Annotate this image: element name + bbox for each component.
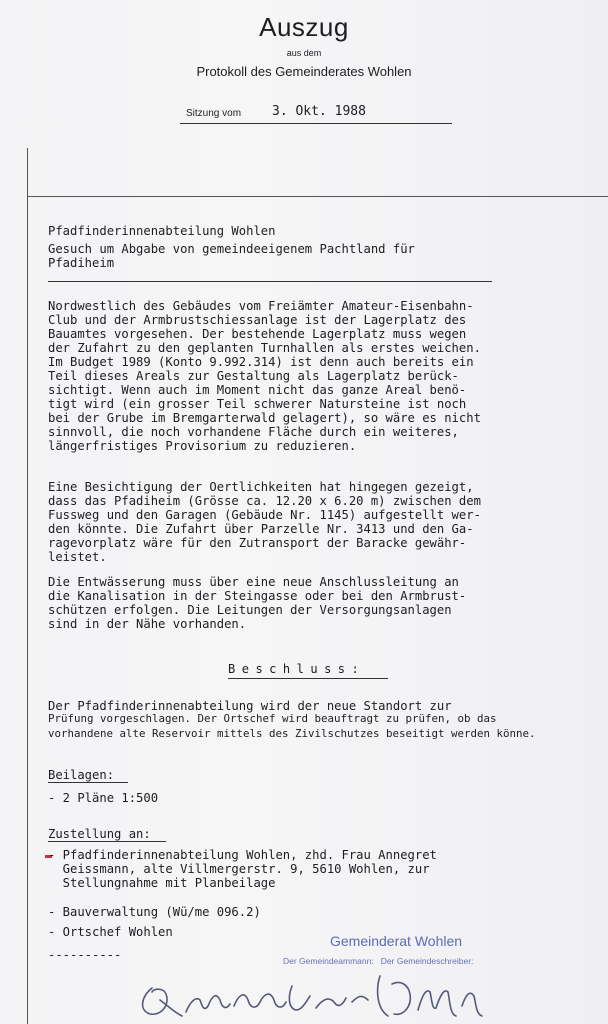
beschluss-underline [228, 678, 388, 679]
body-paragraph-2: Eine Besichtigung der Oertlichkeiten hat hingegen gezeigt, dass das Pfadiheim (Grösse ca. 12.20 x 6.20 m) zwischen dem Fussweg und den Garagen (Gebäude Nr. 1145) aufgestellt wer- den könnte. Die Zufahrt über Parzelle Nr. 3413 und den Ga- ragevorplatz wäre für den Zutransport der Baracke gewähr- leistet. [48, 480, 481, 564]
decision-line-1: Der Pfadfinderinnenabteilung wird der neue Standort zur [48, 699, 452, 713]
stamp-title: Gemeinderat Wohlen [330, 933, 463, 949]
beilagen-underline [48, 782, 128, 783]
dash-line: ---------- [48, 948, 122, 962]
sitzung-date: 3. Okt. 1988 [272, 104, 366, 119]
body-paragraph-3: Die Entwässerung muss über eine neue Anschlussleitung an die Kanalisation in der Steingasse oder bei den Armbrust- schützen erfolgen. Die Leitungen der Versorgungsanlagen sind in der Nähe vorhanden. [48, 575, 467, 631]
beschluss-heading: Beschluss: [228, 662, 366, 676]
subject-request: Gesuch um Abgabe von gemeindeeigenem Pachtland für Pfadiheim [48, 242, 415, 270]
beilagen-heading: Beilagen: [48, 768, 115, 782]
subject-organisation: Pfadfinderinnenabteilung Wohlen [48, 224, 276, 238]
zustellung-item-2: - Bauverwaltung (Wü/me 096.2) [48, 905, 261, 919]
stamp-subtitle: Der Gemeindeammann: Der Gemeindeschreiber: [283, 956, 474, 966]
beilage-item: - 2 Pläne 1:500 [48, 791, 159, 805]
handwritten-signatures [130, 966, 510, 1024]
zustellung-item-1: - Pfadfinderinnenabteilung Wohlen, zhd. Frau Annegret Geissmann, alte Villmergerstr. 9, 5610 Wohlen, zur Stellungnahme mit Planbeilage [48, 848, 437, 890]
section-divider [27, 196, 608, 197]
body-paragraph-1: Nordwestlich des Gebäudes vom Freiämter Amateur-Eisenbahn- Club und der Armbrustschiessanlage ist der Lagerplatz des Bauamtes vorgesehen. Der bestehende Lagerplatz muss wegen der Zufahrt zu den geplanten Turnhallen als erstes weichen. Im Budget 1989 (Konto 9.992.314) ist denn auch bereits ein Teil dieses Areals zur Gestaltung als Lagerplatz berück- sichtigt. Wenn auch im Moment nicht das ganze Areal benö- tigt wird (ein grosser Teil schwerer Natursteine ist noch bei der Grube im Bremgarterwald gelagert), so wäre es nicht sinnvoll, die noch vorhandene Fläche durch ein weiteres, längerfristiges Provisorium zu reduzieren. [48, 299, 481, 453]
protocol-title: Protokoll des Gemeinderates Wohlen [196, 64, 412, 79]
sitzung-label: Sitzung vom [186, 108, 242, 119]
zustellung-heading: Zustellung an: [48, 827, 151, 841]
subject-underline [48, 281, 492, 282]
margin-line [27, 148, 28, 1024]
decision-text: Prüfung vorgeschlagen. Der Ortschef wird beauftragt zu prüfen, ob das vorhandene alte Reservoir mittels des Zivilschutzes beseitigt werden könne. [48, 712, 536, 740]
zustellung-underline [48, 841, 166, 842]
sitzung-underline [180, 123, 452, 124]
document-title: Auszug [259, 12, 349, 42]
aus-dem-text: aus dem [286, 48, 322, 58]
zustellung-item-3: - Ortschef Wohlen [48, 925, 173, 939]
